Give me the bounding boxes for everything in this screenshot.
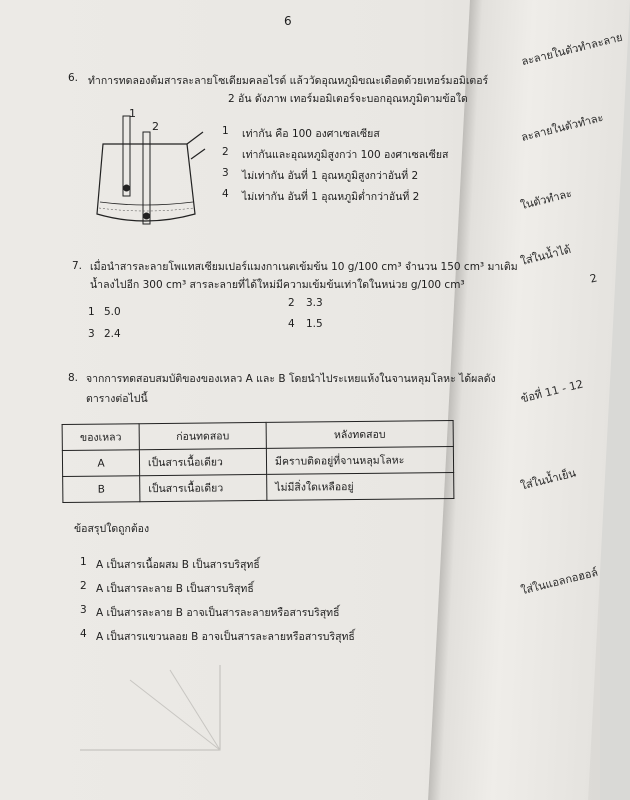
question-8-number: 8. bbox=[68, 372, 79, 384]
q6-option-text: ไม่เท่ากัน อันที่ 1 อุณหภูมิต่ำกว่าอันที่ 2 bbox=[242, 191, 420, 203]
q7-option-text: 3.3 bbox=[306, 297, 323, 309]
q7-option-number: 3 bbox=[88, 328, 95, 340]
q6-option-text: เท่ากันและอุณหภูมิสูงกว่า 100 องศาเซลเซียส bbox=[242, 149, 449, 161]
page-number: 6 bbox=[284, 14, 292, 28]
q6-option-number: 1 bbox=[222, 125, 229, 137]
question-8-text: จากการทดสอบสมบัติของของเหลว A และ B โดยนำไประเหยแห้งในจานหลุมโลหะ ได้ผลดัง bbox=[86, 373, 496, 385]
q8-option-number: 4 bbox=[80, 628, 87, 640]
table-header: หลังทดสอบ bbox=[266, 420, 453, 448]
q7-option-text: 5.0 bbox=[104, 306, 121, 318]
table-header: ของเหลว bbox=[62, 424, 139, 451]
q6-option-number: 4 bbox=[222, 188, 229, 200]
q7-option-text: 1.5 bbox=[306, 318, 323, 330]
q8-option-text: A เป็นสารละลาย B อาจเป็นสารละลายหรือสารบริสุทธิ์ bbox=[96, 607, 340, 619]
q6-option-text: เท่ากัน คือ 100 องศาเซลเซียส bbox=[242, 128, 380, 140]
question-7-text: เมื่อนำสารละลายโพแทสเซียมเปอร์แมงกาเนตเข้มข้น 10 g/100 cm³ จำนวน 150 cm³ มาเติม bbox=[90, 261, 518, 273]
facing-page-text: ใส่ในน้ำเย็น bbox=[519, 466, 578, 493]
q6-option-text: ไม่เท่ากัน อันที่ 1 อุณหภูมิสูงกว่าอันที่ 2 bbox=[242, 170, 419, 182]
table-cell: มีคราบติดอยู่ที่จานหลุมโลหะ bbox=[266, 446, 453, 474]
question-6-number: 6. bbox=[68, 72, 79, 84]
question-8-text: ตารางต่อไปนี้ bbox=[86, 393, 148, 405]
table-cell: B bbox=[63, 476, 140, 503]
table-cell: ไม่มีสิ่งใดเหลืออยู่ bbox=[267, 472, 454, 500]
q8-option-text: A เป็นสารแขวนลอย B อาจเป็นสารละลายหรือสารบริสุทธิ์ bbox=[96, 631, 355, 643]
results-table bbox=[62, 420, 455, 503]
facing-page-text: ละลายในตัวทำละลาย bbox=[520, 30, 624, 69]
q7-option-number: 4 bbox=[288, 318, 295, 330]
table-cell: เป็นสารเนื้อเดียว bbox=[140, 474, 267, 501]
table-cell: A bbox=[62, 450, 139, 477]
q6-option-number: 2 bbox=[222, 146, 229, 158]
thermometer-1-label: 1 bbox=[129, 107, 136, 120]
table-header: ก่อนทดสอบ bbox=[139, 422, 266, 449]
flask-thermometer-diagram bbox=[95, 104, 205, 232]
conclusion-prompt: ข้อสรุปใดถูกต้อง bbox=[74, 523, 150, 535]
thermometer-2-label: 2 bbox=[152, 120, 159, 133]
q8-option-number: 3 bbox=[80, 604, 87, 616]
table-cell: เป็นสารเนื้อเดียว bbox=[139, 448, 266, 475]
question-6-text: 2 อัน ดังภาพ เทอร์มอมิเตอร์จะบอกอุณหภูมิตามข้อใด bbox=[228, 93, 468, 105]
facing-page-text: 2 bbox=[588, 271, 599, 286]
facing-page-text: ละลายในตัวทำละ bbox=[519, 110, 605, 144]
q8-option-number: 1 bbox=[80, 556, 87, 568]
q6-option-number: 3 bbox=[222, 167, 229, 179]
q8-option-text: A เป็นสารเนื้อผสม B เป็นสารบริสุทธิ์ bbox=[96, 559, 260, 571]
facing-page-text: ข้อที่ 11 - 12 bbox=[519, 377, 585, 406]
q7-option-number: 1 bbox=[88, 306, 95, 318]
q7-option-number: 2 bbox=[288, 297, 295, 309]
q8-option-number: 2 bbox=[80, 580, 87, 592]
table-row bbox=[63, 472, 454, 502]
facing-page-text: ใส่ในน้ำได้ bbox=[519, 242, 573, 269]
show-through-marks bbox=[70, 660, 230, 760]
table-row bbox=[62, 446, 453, 476]
facing-page-text: ในตัวทำละ bbox=[519, 186, 574, 213]
table-header-row bbox=[62, 420, 453, 450]
question-7-number: 7. bbox=[72, 260, 83, 272]
q8-option-text: A เป็นสารละลาย B เป็นสารบริสุทธิ์ bbox=[96, 583, 254, 595]
q7-option-text: 2.4 bbox=[104, 328, 121, 340]
question-6-text: ทำการทดลองต้มสารละลายโซเดียมคลอไรด์ แล้ววัดอุณหภูมิขณะเดือดด้วยเทอร์มอมิเตอร์ bbox=[88, 75, 489, 87]
question-7-text: น้ำลงไปอีก 300 cm³ สารละลายที่ได้ใหม่มีความเข้มข้นเท่าใดในหน่วย g/100 cm³ bbox=[90, 279, 465, 291]
facing-page-text: ใส่ในแอลกอฮอล์ bbox=[519, 565, 600, 598]
